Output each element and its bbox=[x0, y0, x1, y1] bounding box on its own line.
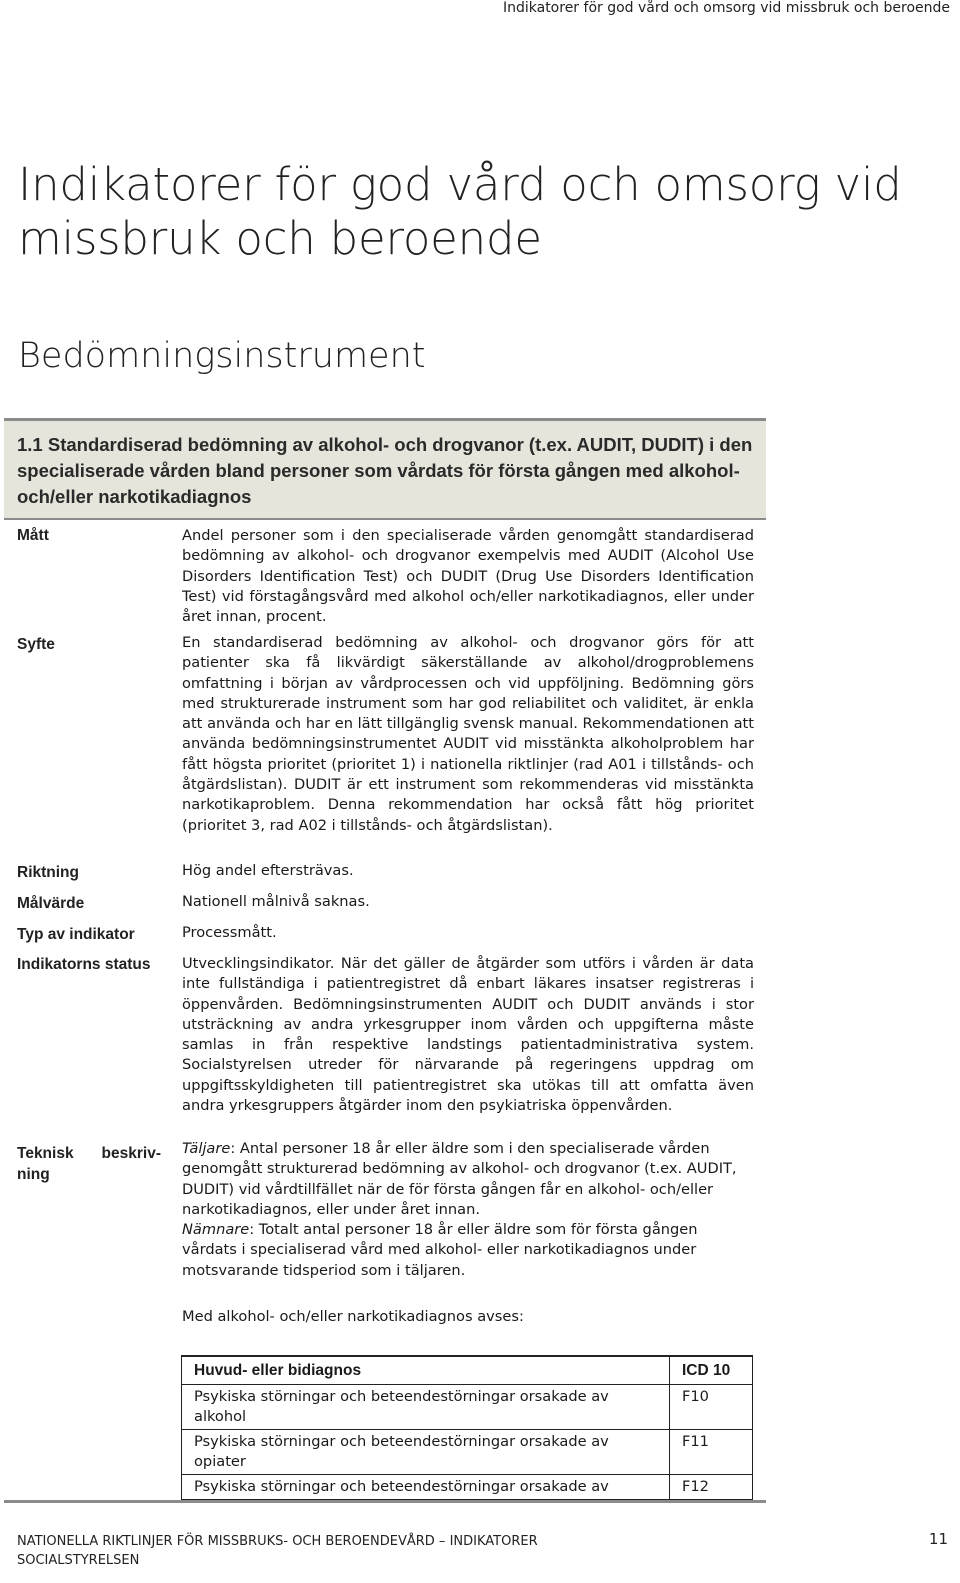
value-typ: Processmått. bbox=[182, 924, 277, 941]
page-footer bbox=[17, 1532, 538, 1570]
label-status: Indikatorns status bbox=[17, 956, 151, 973]
table-cell-code: F12 bbox=[670, 1475, 753, 1500]
table-row bbox=[182, 1385, 753, 1430]
namnare-label: Nämnare bbox=[182, 1221, 250, 1239]
value-malvarde: Nationell målnivå saknas. bbox=[182, 893, 370, 910]
footer-line-1: NATIONELLA RIKTLINJER FÖR MISSBRUKS- OCH BEROENDEVÅRD – INDIKATORER bbox=[17, 1534, 538, 1549]
table-header-icd: ICD 10 bbox=[670, 1356, 753, 1385]
label-teknisk-part1: Teknisk bbox=[17, 1145, 74, 1162]
running-head: Indikatorer för god vård och omsorg vid missbruk och beroende bbox=[502, 0, 950, 16]
label-matt: Mått bbox=[17, 527, 49, 544]
label-teknisk-part3: ning bbox=[17, 1166, 50, 1183]
value-teknisk-beskrivning bbox=[182, 1139, 754, 1281]
value-riktning: Hög andel eftersträvas. bbox=[182, 862, 354, 879]
value-matt: Andel personer som i den specialiserade vården genomgått standardiserad bedömning av alkohol- och drogvanor exempelvis med AUDIT (Alcohol Use Disorders Identification Test) och DUDIT (Drug Use Disorders Identification Test) vid förstagångsvård med alkohol och/eller narkotikadiagnos, eller under året innan, procent. bbox=[182, 527, 754, 626]
label-syfte: Syfte bbox=[17, 636, 55, 653]
table-cell-diagnos: Psykiska störningar och beteendestörningar orsakade av bbox=[182, 1475, 670, 1500]
page-bottom-rule bbox=[4, 1500, 766, 1503]
table-header-diagnos: Huvud- eller bidiagnos bbox=[182, 1356, 670, 1385]
taljare-text: : Antal personer 18 år eller äldre som i den specialiserade vården genomgått strukturerad bedömning av alkohol- och drogvanor (t.ex. AUDIT, DUDIT) vid vårdtillfället när de för första gången får en alkohol- och/eller narkotikadiagnos, eller under året innan. bbox=[182, 1140, 737, 1218]
table-cell-diagnos: Psykiska störningar och beteendestörningar orsakade av opiater bbox=[182, 1430, 670, 1475]
taljare-label: Täljare bbox=[182, 1140, 231, 1157]
footer-line-2: SOCIALSTYRELSEN bbox=[17, 1553, 140, 1568]
taljare-paragraph bbox=[182, 1139, 754, 1220]
namnare-paragraph bbox=[182, 1220, 754, 1281]
table-cell-code: F10 bbox=[670, 1385, 753, 1430]
icd-diagnosis-table bbox=[181, 1355, 753, 1500]
table-row bbox=[182, 1430, 753, 1475]
diagnos-intro: Med alkohol- och/eller narkotikadiagnos avses: bbox=[182, 1308, 524, 1325]
label-malvarde: Målvärde bbox=[17, 895, 85, 912]
page-number: 11 bbox=[928, 1530, 948, 1548]
label-teknisk-beskrivning bbox=[17, 1143, 161, 1185]
label-typ: Typ av indikator bbox=[17, 926, 135, 943]
value-syfte: En standardiserad bedömning av alkohol- och drogvanor görs för att patienter ska få likvärdigt säkerställande av alkohol/drogproblemens omfattning i början av vårdprocessen och vid uppföljning. Bedömning görs med strukturerade instrument som har god reliabilitet och validitet, är enkla att använda och har en lätt tillgänglig svensk manual. Rekommendationen att använda bedömningsinstrumentet AUDIT vid misstänkta alkoholproblem har fått högsta prioritet (prioritet 1) i nationella riktlinjer (rad A01 i tillstånds- och åtgärdslistan). DUDIT är ett instrument som rekommenderas vid misstänkta narkotikaproblem. Denna rekommendation har också fått hög prioritet (prioritet 3, rad A02 i tillstånds- och åtgärdslistan). bbox=[182, 634, 754, 834]
label-teknisk-part2: beskriv- bbox=[101, 1145, 161, 1162]
document-title: Indikatorer för god vård och omsorg vid missbruk och beroende bbox=[18, 158, 902, 265]
table-cell-code: F11 bbox=[670, 1430, 753, 1475]
table-row bbox=[182, 1475, 753, 1500]
section-title: Bedömningsinstrument bbox=[18, 336, 426, 376]
label-riktning: Riktning bbox=[17, 864, 79, 881]
table-header-row bbox=[182, 1356, 753, 1385]
indicator-heading: 1.1 Standardiserad bedömning av alkohol- och drogvanor (t.ex. AUDIT, DUDIT) i den specialiserade vården bland personer som vårdats för första gången med alkohol- och/eller narkotikadiagnos bbox=[17, 434, 753, 507]
value-status: Utvecklingsindikator. När det gäller de åtgärder som utförs i vården är data inte fullständiga i patientregistret då enbart läkares insatser registreras i öppenvården. Bedömningsinstrumenten AUDIT och DUDIT används i stor utsträckning av andra yrkesgrupper inom vården och uppgifterna måste samlas in från respektive landstings patientadministrativa system. Socialstyrelsen utreder för närvarande på regeringens uppdrag om uppgiftsskyldigheten till patientregistret ska utökas till att omfatta även andra yrkesgruppers åtgärder inom den psykiatriska öppenvården. bbox=[182, 955, 754, 1115]
table-cell-diagnos: Psykiska störningar och beteendestörningar orsakade av alkohol bbox=[182, 1385, 670, 1430]
namnare-text: : Totalt antal personer 18 år eller äldre som för första gången vårdats i specialiserad vård med alkohol- eller narkotikadiagnos under motsvarande tidsperiod som i täljaren. bbox=[182, 1221, 698, 1279]
